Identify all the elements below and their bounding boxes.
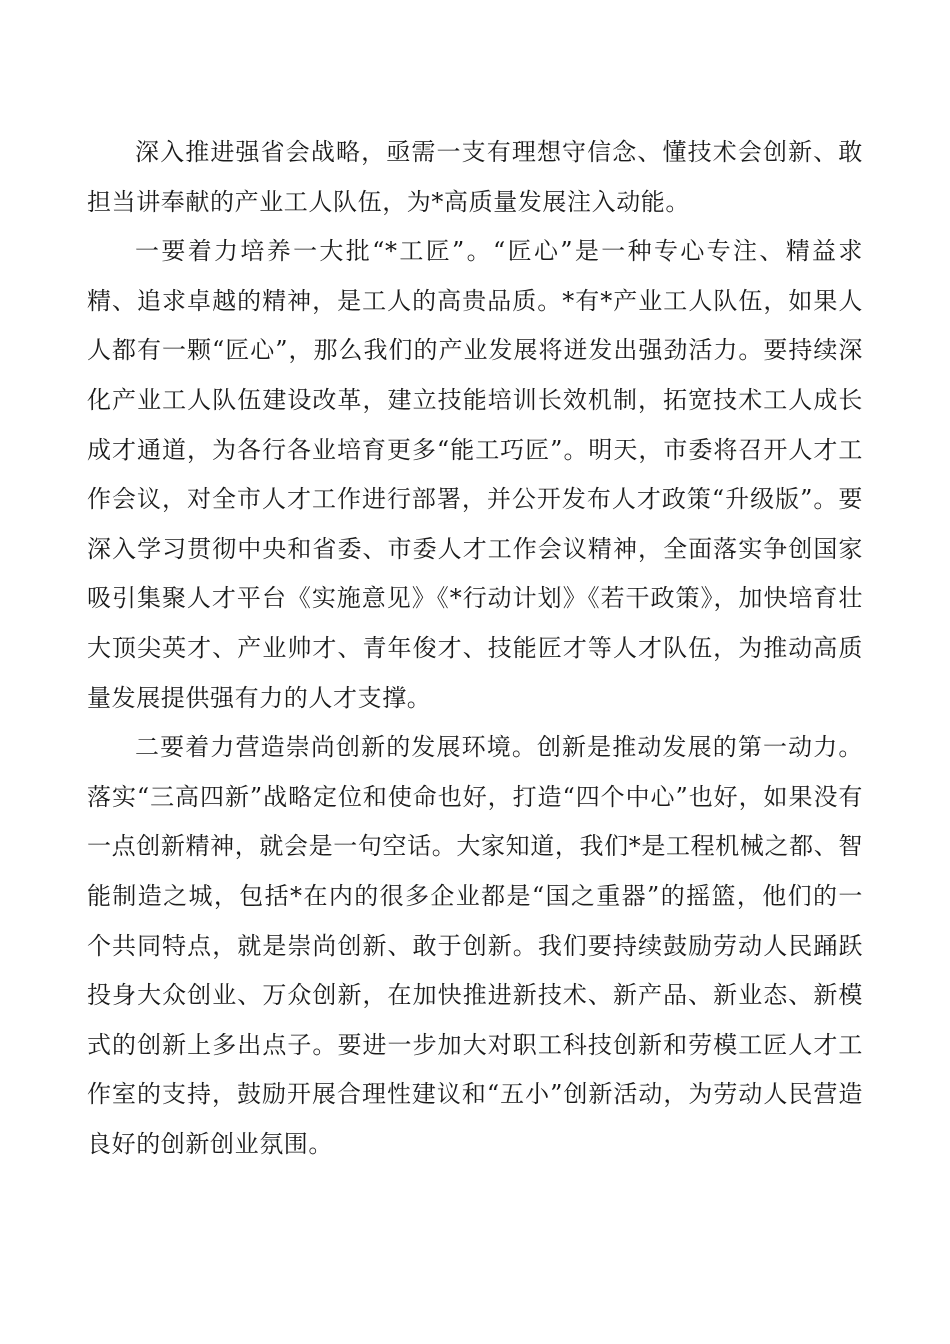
paragraph-craftsmen: 一要着力培养一大批“*工匠”。“匠心”是一种专心专注、精益求精、追求卓越的精神，是工人的高贵品质。*有*产业工人队伍，如果人人都有一颗“匠心”，那么我们的产业发展将迸发出强劲活力。要持续深化产业工人队伍建设改革，建立技能培训长效机制，拓宽技术工人成长成才通道，为各行各业培育更多“能工巧匠”。明天，市委将召开人才工作会议，对全市人才工作进行部署，并公开发布人才政策“升级版”。要深入学习贯彻中央和省委、市委人才工作会议精神，全面落实争创国家吸引集聚人才平台《实施意见》《*行动计划》《若干政策》，加快培育壮大顶尖英才、产业帅才、青年俊才、技能匠才等人才队伍，为推动高质量发展提供强有力的人才支撑。 bbox=[87, 237, 863, 712]
paragraph-intro: 深入推进强省会战略，亟需一支有理想守信念、懂技术会创新、敢担当讲奉献的产业工人队伍，为*高质量发展注入动能。 bbox=[87, 138, 863, 216]
document-body bbox=[87, 128, 863, 1169]
paragraph-innovation: 二要着力营造崇尚创新的发展环境。创新是推动发展的第一动力。落实“三高四新”战略定位和使命也好，打造“四个中心”也好，如果没有一点创新精神，就会是一句空话。大家知道，我们*是工程机械之都、智能制造之城，包括*在内的很多企业都是“国之重器”的摇篮，他们的一个共同特点，就是崇尚创新、敢于创新。我们要持续鼓励劳动人民踊跃投身大众创业、万众创新，在加快推进新技术、新产品、新业态、新模式的创新上多出点子。要进一步加大对职工科技创新和劳模工匠人才工作室的支持，鼓励开展合理性建议和“五小”创新活动，为劳动人民营造良好的创新创业氛围。 bbox=[87, 733, 863, 1158]
